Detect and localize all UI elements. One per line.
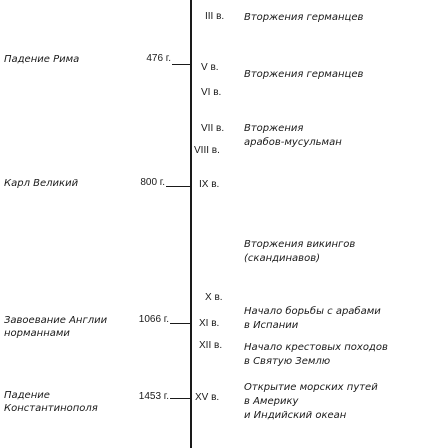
- century-12: XII в.: [199, 340, 223, 351]
- event-charlemagne: [4, 177, 78, 190]
- event-fall-constantinople: [4, 389, 98, 415]
- event-line: Падение Рима: [4, 54, 80, 65]
- event-crusades: [244, 341, 388, 369]
- century-6: VI в.: [201, 87, 222, 98]
- event-line: Начало крестовых походов: [244, 342, 388, 353]
- tick-800: [166, 186, 190, 187]
- event-line: Вторжения германцев: [244, 12, 364, 23]
- year-1453: 1453 г.: [138, 391, 169, 402]
- event-line: и Индийский океан: [244, 410, 347, 421]
- tick-1066: [170, 323, 190, 324]
- year-1066: 1066 г.: [138, 314, 169, 325]
- century-11: XI в.: [199, 318, 220, 329]
- event-line: норманнами: [4, 328, 70, 339]
- event-line: (скандинавов): [244, 253, 320, 264]
- tick-1453: [170, 398, 190, 399]
- event-line: Открытие морских путей: [244, 382, 378, 393]
- timeline-axis: [190, 0, 192, 448]
- event-germanic-invasions-2: [244, 68, 363, 82]
- event-line: Падение: [4, 390, 50, 401]
- event-sea-routes: [244, 381, 378, 423]
- century-15: XV в.: [195, 392, 220, 403]
- event-line: в Святую Землю: [244, 356, 331, 367]
- event-germanic-invasions-1: [244, 11, 363, 25]
- century-5: V в.: [201, 62, 219, 73]
- event-line: Завоевание Англии: [4, 315, 108, 326]
- event-line: в Испании: [244, 320, 299, 331]
- event-fall-rome: [4, 53, 79, 66]
- event-viking-invasions: [244, 238, 355, 266]
- century-10: X в.: [205, 292, 223, 303]
- year-800: 800 г.: [140, 177, 165, 188]
- event-norman-conquest: [4, 314, 107, 340]
- event-arab-invasions: [244, 122, 342, 150]
- event-line: Вторжения германцев: [244, 69, 364, 80]
- event-line: Вторжения: [244, 123, 304, 134]
- event-line: Карл Великий: [4, 178, 79, 189]
- century-3: III в.: [205, 11, 225, 22]
- event-line: арабов-мусульман: [244, 137, 342, 148]
- event-line: Начало борьбы с арабами: [244, 306, 381, 317]
- year-476: 476 г.: [146, 53, 171, 64]
- century-8: VIII в.: [194, 145, 220, 156]
- century-9: IX в.: [199, 179, 220, 190]
- event-line: в Америку: [244, 396, 299, 407]
- event-line: Константинополя: [4, 403, 98, 414]
- century-7: VII в.: [201, 123, 225, 134]
- tick-476: [172, 64, 190, 65]
- event-reconquista: [244, 305, 381, 333]
- event-line: Вторжения викингов: [244, 239, 356, 250]
